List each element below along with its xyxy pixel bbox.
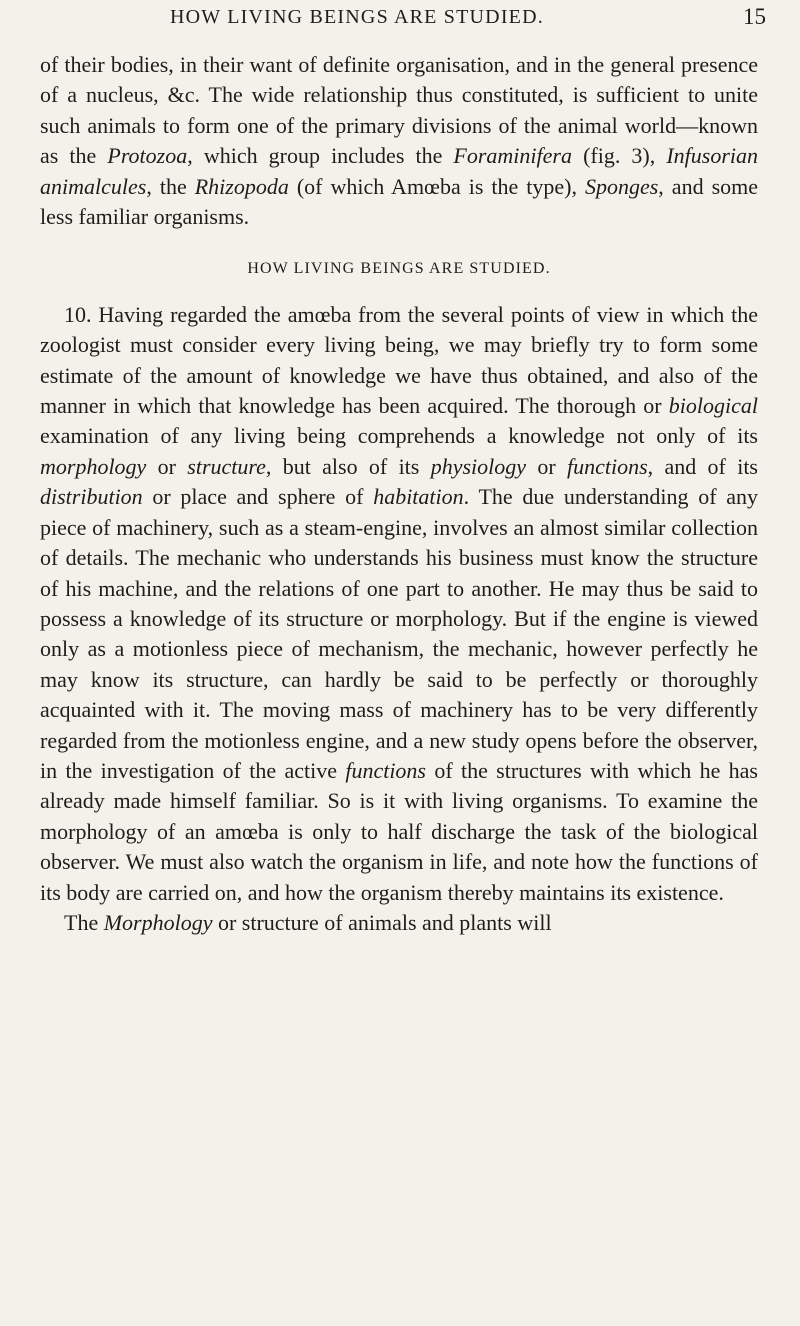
text-run: 10. Having regarded the amœba from the several points of view in which the zoologist must consider every living being, we may briefly try to form some estimate of the amount of knowledge we have thus obtained, and also of the manner in which that knowledge has been acquired. The thorough or (40, 301, 758, 419)
italic-term: Infusorian animalcules (40, 143, 759, 199)
running-title: HOW LIVING BEINGS ARE STUDIED. (170, 6, 544, 28)
italic-term: Sponges (584, 173, 659, 199)
text-run: or place and sphere of (142, 484, 374, 510)
body-text (40, 50, 758, 938)
text-run: , but also of its (265, 453, 431, 479)
text-run: , and some less familiar organisms. (40, 173, 759, 230)
italic-term: functions (566, 453, 648, 479)
text-run: or structure of animals and plants will (212, 909, 552, 935)
text-run: . The due understanding of any piece of machinery, such as a steam-engine, involves an almost similar collection of details. The mechanic who understands his business must know the structure of his machine, and the relations of one part to another. He may thus be said to possess a knowledge of its structure or morphology. But if the engine is viewed only as a motionless piece of mechanism, the mechanic, however perfectly he may know its structure, can hardly be said to be perfectly or thoroughly acquainted with it. The moving mass of machinery has to be very differently regarded from the motionless engine, and a new study opens before the observer, in the investigation of the active (40, 484, 758, 783)
text-run: of the structures with which he has already made himself familiar. So is it with living organisms. To examine the morphology of an amœba is only to half discharge the task of the biological observer. We must also watch the organism in life, and note how the functions of its body are carried on, and how the organism thereby maintains its existence. (40, 757, 758, 905)
text-run: , the (146, 173, 195, 199)
italic-term: Morphology (103, 909, 213, 935)
paragraph-10 (40, 300, 758, 908)
italic-term: habitation (373, 484, 464, 510)
paragraph-morphology (40, 908, 758, 938)
text-run: examination of any living being comprehends a knowledge not only of its (40, 423, 758, 449)
text-run: of their bodies, in their want of definite organisation, and in the general presence of a nucleus, &c. The wide relationship thus constituted, is sufficient to unite such animals to form one of the primary divisions of the animal world—known as the (40, 52, 758, 169)
text-run: or (526, 453, 567, 479)
italic-term: structure (187, 453, 266, 479)
text-run: (of which Amœba is the type), (288, 173, 585, 199)
italic-term: distribution (40, 484, 143, 510)
italic-term: Foraminifera (453, 143, 572, 169)
page-number: 15 (743, 4, 766, 29)
italic-term: physiology (430, 453, 527, 479)
text-run: The (64, 909, 104, 935)
text-run: , which group includes the (187, 143, 454, 169)
text-run: or (146, 453, 188, 479)
section-heading: HOW LIVING BEINGS ARE STUDIED. (247, 260, 551, 278)
italic-term: morphology (40, 453, 147, 479)
running-head (0, 4, 800, 36)
text-run: , and of its (647, 453, 758, 479)
italic-term: functions (345, 757, 426, 783)
italic-term: Rhizopoda (194, 173, 289, 199)
italic-term: biological (668, 393, 758, 419)
paragraph-continued (40, 50, 758, 232)
text-run: (fig. 3), (571, 143, 667, 169)
italic-term: Protozoa (107, 143, 188, 169)
